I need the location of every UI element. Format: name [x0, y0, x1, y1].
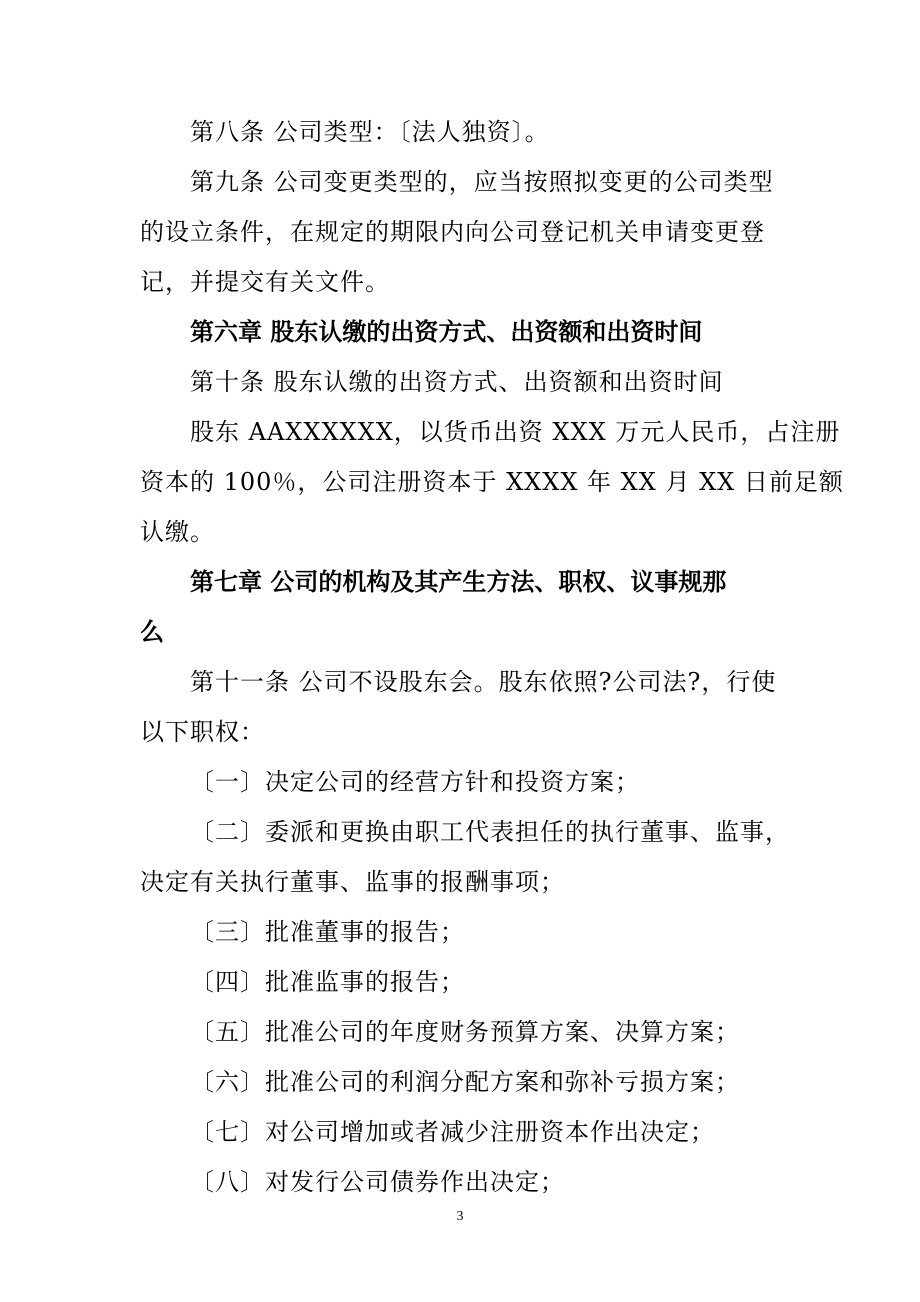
power-item-7: 〔七〕对公司增加或者减少注册资本作出决定； [190, 1118, 715, 1146]
chapter-7-heading-line-1: 第七章 公司的机构及其产生方法、职权、议事规那 [190, 568, 727, 596]
power-item-5: 〔五〕批准公司的年度财务预算方案、决算方案； [190, 1018, 740, 1046]
power-item-2-line-1: 〔二〕委派和更换由职工代表担任的执行董事、监事， [190, 818, 790, 846]
chapter-6-heading: 第六章 股东认缴的出资方式、出资额和出资时间 [190, 318, 703, 346]
page-number: 3 [456, 1209, 464, 1224]
article-9-line-2: 的设立条件，在规定的期限内向公司登记机关申请变更登 [140, 218, 765, 246]
article-9-line-3: 记，并提交有关文件。 [140, 268, 390, 296]
shareholder-line-3: 认缴。 [140, 518, 215, 546]
article-11-line-2: 以下职权： [140, 718, 265, 746]
power-item-8: 〔八〕对发行公司债券作出决定； [190, 1168, 565, 1196]
shareholder-line-2: 资本的 100％，公司注册资本于 XXXX 年 XX 月 XX 日前足额 [140, 468, 844, 496]
power-item-6: 〔六〕批准公司的利润分配方案和弥补亏损方案； [190, 1068, 740, 1096]
power-item-2-line-2: 决定有关执行董事、监事的报酬事项； [140, 868, 565, 896]
power-item-4: 〔四〕批准监事的报告； [190, 968, 465, 996]
power-item-1: 〔一〕决定公司的经营方针和投资方案； [190, 768, 640, 796]
chapter-7-heading-line-2: 么 [140, 618, 164, 646]
article-10: 第十条 股东认缴的出资方式、出资额和出资时间 [190, 368, 724, 396]
power-item-3: 〔三〕批准董事的报告； [190, 918, 465, 946]
article-8: 第八条 公司类型：〔法人独资〕。 [190, 118, 550, 146]
article-9-line-1: 第九条 公司变更类型的，应当按照拟变更的公司类型 [190, 168, 774, 196]
article-11-line-1: 第十一条 公司不设股东会。股东依照?公司法?，行使 [190, 668, 777, 696]
shareholder-line-1: 股东 AAXXXXXX，以货币出资 XXX 万元人民币，占注册 [190, 418, 841, 446]
